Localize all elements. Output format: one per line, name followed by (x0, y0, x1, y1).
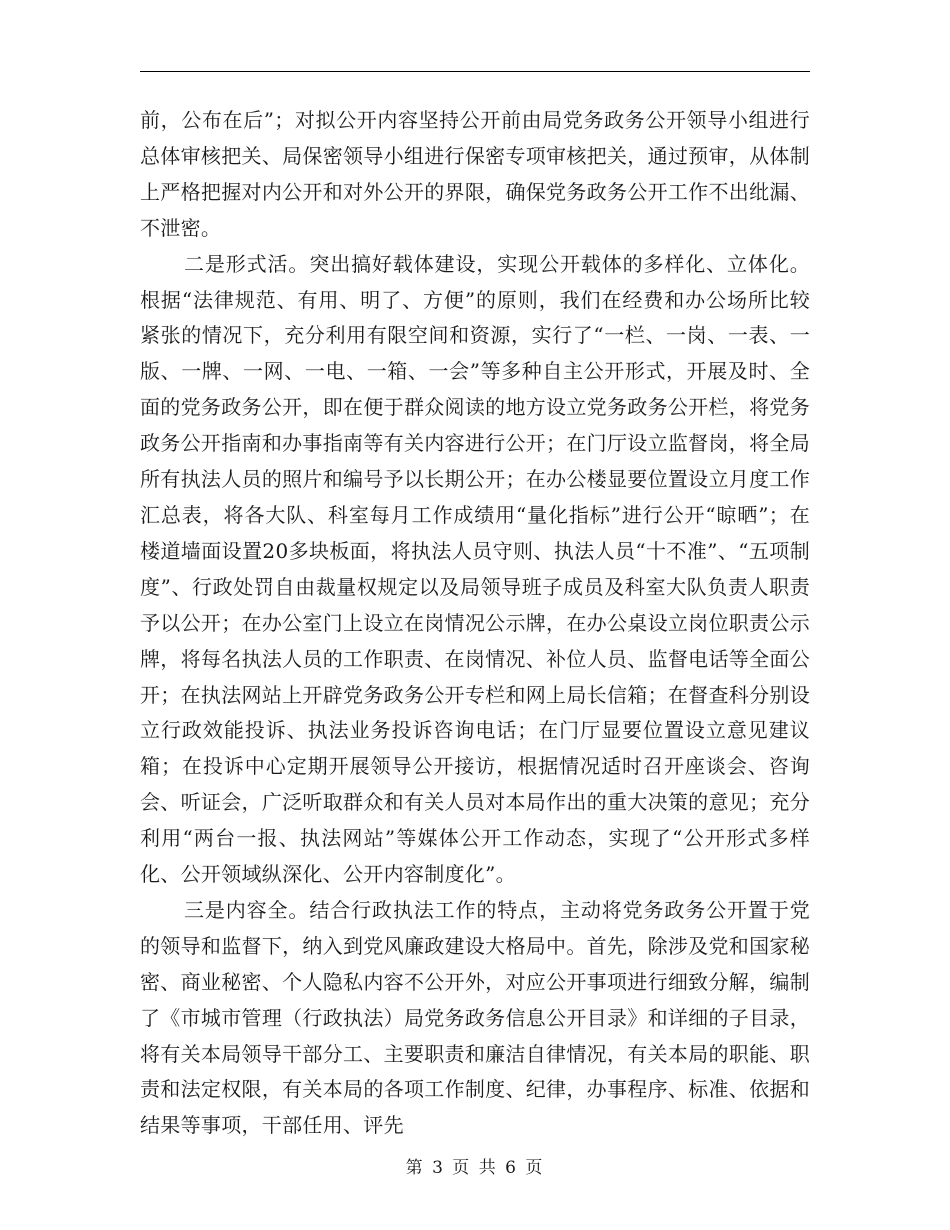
header-rule (140, 71, 810, 72)
document-body (140, 103, 810, 1144)
paragraph-2: 二是形式活。突出搞好载体建设，实现公开载体的多样化、立体化。根据“法律规范、有用、明了、方便”的原则，我们在经费和办公场所比较紧张的情况下，充分利用有限空间和资源，实行了“一栏、一岗、一表、一版、一牌、一网、一电、一箱、一会”等多种自主公开形式，开展及时、全面的党务政务公开，即在便于群众阅读的地方设立党务政务公开栏，将党务政务公开指南和办事指南等有关内容进行公开；在门厅设立监督岗，将全局所有执法人员的照片和编号予以长期公开；在办公楼显要位置设立月度工作汇总表，将各大队、科室每月工作成绩用“量化指标”进行公开“晾晒”；在楼道墙面设置20多块板面，将执法人员守则、执法人员“十不准”、“五项制度”、行政处罚自由裁量权规定以及局领导班子成员及科室大队负责人职责予以公开；在办公室门上设立在岗情况公示牌，在办公桌设立岗位职责公示牌，将每名执法人员的工作职责、在岗情况、补位人员、监督电话等全面公开；在执法网站上开辟党务政务公开专栏和网上局长信箱；在督查科分别设立行政效能投诉、执法业务投诉咨询电话；在门厅显要位置设立意见建议箱；在投诉中心定期开展领导公开接访，根据情况适时召开座谈会、咨询会、听证会，广泛听取群众和有关人员对本局作出的重大决策的意见；充分利用“两台一报、执法网站”等媒体公开工作动态，实现了“公开形式多样化、公开领域纵深化、公开内容制度化”。 (140, 251, 810, 887)
page-number-footer: 第 3 页 共 6 页 (405, 1158, 545, 1178)
paragraph-3: 三是内容全。结合行政执法工作的特点，主动将党务政务公开置于党的领导和监督下，纳入到党风廉政建设大格局中。首先，除涉及党和国家秘密、商业秘密、个人隐私内容不公开外，对应公开事项进行细致分解，编制了《市城市管理（行政执法）局党务政务信息公开目录》和详细的子目录，将有关本局领导干部分工、主要职责和廉洁自律情况，有关本局的职能、职责和法定权限，有关本局的各项工作制度、纪律，办事程序、标准、依据和结果等事项，干部任用、评先 (140, 897, 810, 1138)
paragraph-1: 前，公布在后”；对拟公开内容坚持公开前由局党务政务公开领导小组进行总体审核把关、局保密领导小组进行保密专项审核把关，通过预审，从体制上严格把握对内公开和对外公开的界限，确保党务政务公开工作不出纰漏、不泄密。 (140, 108, 810, 240)
